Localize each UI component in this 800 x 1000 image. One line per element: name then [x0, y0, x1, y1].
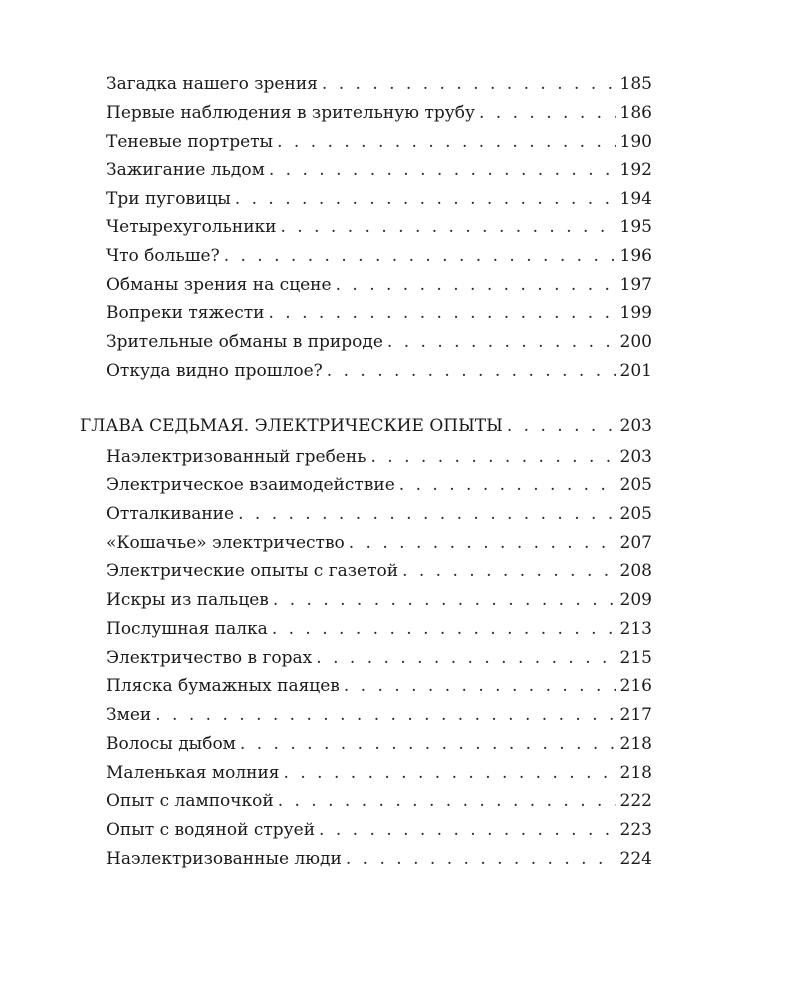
toc-entry-page: 209: [619, 590, 652, 610]
dot-leader: [268, 300, 615, 326]
toc-entry: [106, 645, 652, 671]
toc-entry-page: 205: [619, 504, 652, 524]
toc-entry-title: Четырехугольники: [106, 217, 277, 237]
dot-leader: [319, 817, 616, 843]
dot-leader: [155, 702, 615, 728]
toc-entry: [106, 702, 652, 728]
toc-entry-title: Волосы дыбом: [106, 734, 236, 754]
dot-leader: [322, 71, 616, 97]
toc-entry-page: 223: [619, 820, 652, 840]
toc-entry-title: Пляска бумажных паяцев: [106, 676, 340, 696]
toc-entry-page: 200: [619, 332, 652, 352]
toc-entry-page: 199: [619, 303, 652, 323]
toc-entry-title: Что больше?: [106, 246, 220, 266]
chapter-page: 203: [619, 416, 652, 436]
toc-entry: [106, 329, 652, 355]
toc-entry: [106, 272, 652, 298]
toc-entry-title: Вопреки тяжести: [106, 303, 265, 323]
dot-leader: [273, 587, 616, 613]
toc-entry: [106, 587, 652, 613]
dot-leader: [269, 157, 616, 183]
dot-leader: [284, 760, 616, 786]
toc-entry-page: 195: [619, 217, 652, 237]
toc-entry-title: Послушная палка: [106, 619, 268, 639]
dot-leader: [349, 530, 616, 556]
toc-entry: [106, 157, 652, 183]
toc-entry-page: 205: [619, 475, 652, 495]
toc-entry: [106, 616, 652, 642]
toc-entry-page: 192: [619, 160, 652, 180]
toc-entry-title: Зрительные обманы в природе: [106, 332, 383, 352]
dot-leader: [370, 444, 615, 470]
toc-entry-page: 213: [619, 619, 652, 639]
toc-entry-page: 215: [619, 648, 652, 668]
toc-entry: [106, 501, 652, 527]
toc-entry: [106, 358, 652, 384]
toc-entry-title: Змеи: [106, 705, 152, 725]
toc-entry-title: Наэлектризованный гребень: [106, 447, 367, 467]
dot-leader: [336, 272, 616, 298]
toc-entry-page: 190: [619, 132, 652, 152]
toc-entry: [106, 100, 652, 126]
toc-entry-title: Наэлектризованные люди: [106, 849, 342, 869]
toc-entry-title: Электрическое взаимодействие: [106, 475, 395, 495]
dot-leader: [280, 214, 615, 240]
toc-entry-title: «Кошачье» электричество: [106, 533, 345, 553]
dot-leader: [507, 413, 616, 439]
toc-entry-title: Откуда видно прошлое?: [106, 361, 323, 381]
toc-entry-page: 194: [619, 189, 652, 209]
toc-entry-title: Первые наблюдения в зрительную трубу: [106, 103, 475, 123]
toc-entry: [106, 530, 652, 556]
dot-leader: [316, 645, 615, 671]
toc-entry-page: 218: [619, 734, 652, 754]
toc-entry: [106, 472, 652, 498]
toc-entry-page: 201: [619, 361, 652, 381]
toc-entry-page: 203: [619, 447, 652, 467]
toc-entry: [106, 129, 652, 155]
toc-chapter-heading: [80, 413, 652, 439]
chapter-title: ГЛАВА СЕДЬМАЯ. ЭЛЕКТРИЧЕСКИЕ ОПЫТЫ: [80, 416, 503, 436]
toc-entry-page: 197: [619, 275, 652, 295]
dot-leader: [278, 788, 616, 814]
toc-entry-title: Теневые портреты: [106, 132, 274, 152]
toc-entry: [106, 760, 652, 786]
toc-entry-page: 224: [619, 849, 652, 869]
dot-leader: [327, 358, 616, 384]
toc-entry-title: Опыт с водяной струей: [106, 820, 316, 840]
toc-entry-page: 208: [619, 561, 652, 581]
toc-entry-title: Искры из пальцев: [106, 590, 269, 610]
dot-leader: [479, 100, 616, 126]
toc-entry-title: Опыт с лампочкой: [106, 791, 274, 811]
dot-leader: [235, 186, 616, 212]
toc-entry: [106, 558, 652, 584]
toc-entry-page: 222: [619, 791, 652, 811]
toc-entry-page: 196: [619, 246, 652, 266]
dot-leader: [238, 501, 615, 527]
toc-entry: [106, 243, 652, 269]
dot-leader: [387, 329, 616, 355]
toc-entry-page: 217: [619, 705, 652, 725]
toc-entry: [106, 300, 652, 326]
dot-leader: [272, 616, 616, 642]
dot-leader: [240, 731, 616, 757]
toc-entry-page: 186: [619, 103, 652, 123]
toc-entry: [106, 214, 652, 240]
toc-entry-page: 185: [619, 74, 652, 94]
toc-entry-title: Загадка нашего зрения: [106, 74, 318, 94]
dot-leader: [346, 846, 616, 872]
toc-entry: [106, 186, 652, 212]
toc-entry-title: Электрические опыты с газетой: [106, 561, 399, 581]
toc-entry-page: 218: [619, 763, 652, 783]
toc-entry-title: Обманы зрения на сцене: [106, 275, 332, 295]
toc-entry-title: Зажигание льдом: [106, 160, 265, 180]
toc-entry: [106, 444, 652, 470]
toc-entry: [106, 731, 652, 757]
dot-leader: [344, 673, 616, 699]
toc-entry: [106, 788, 652, 814]
toc-entry-page: 216: [619, 676, 652, 696]
dot-leader: [224, 243, 616, 269]
toc-entry-title: Электричество в горах: [106, 648, 313, 668]
toc-entry-title: Маленькая молния: [106, 763, 280, 783]
dot-leader: [402, 558, 615, 584]
dot-leader: [399, 472, 616, 498]
dot-leader: [277, 129, 615, 155]
toc-entry: [106, 817, 652, 843]
toc-entry: [106, 846, 652, 872]
toc-entry-title: Три пуговицы: [106, 189, 231, 209]
toc-entry: [106, 71, 652, 97]
toc-entry-title: Отталкивание: [106, 504, 235, 524]
toc-entry-page: 207: [619, 533, 652, 553]
toc-entry: [106, 673, 652, 699]
